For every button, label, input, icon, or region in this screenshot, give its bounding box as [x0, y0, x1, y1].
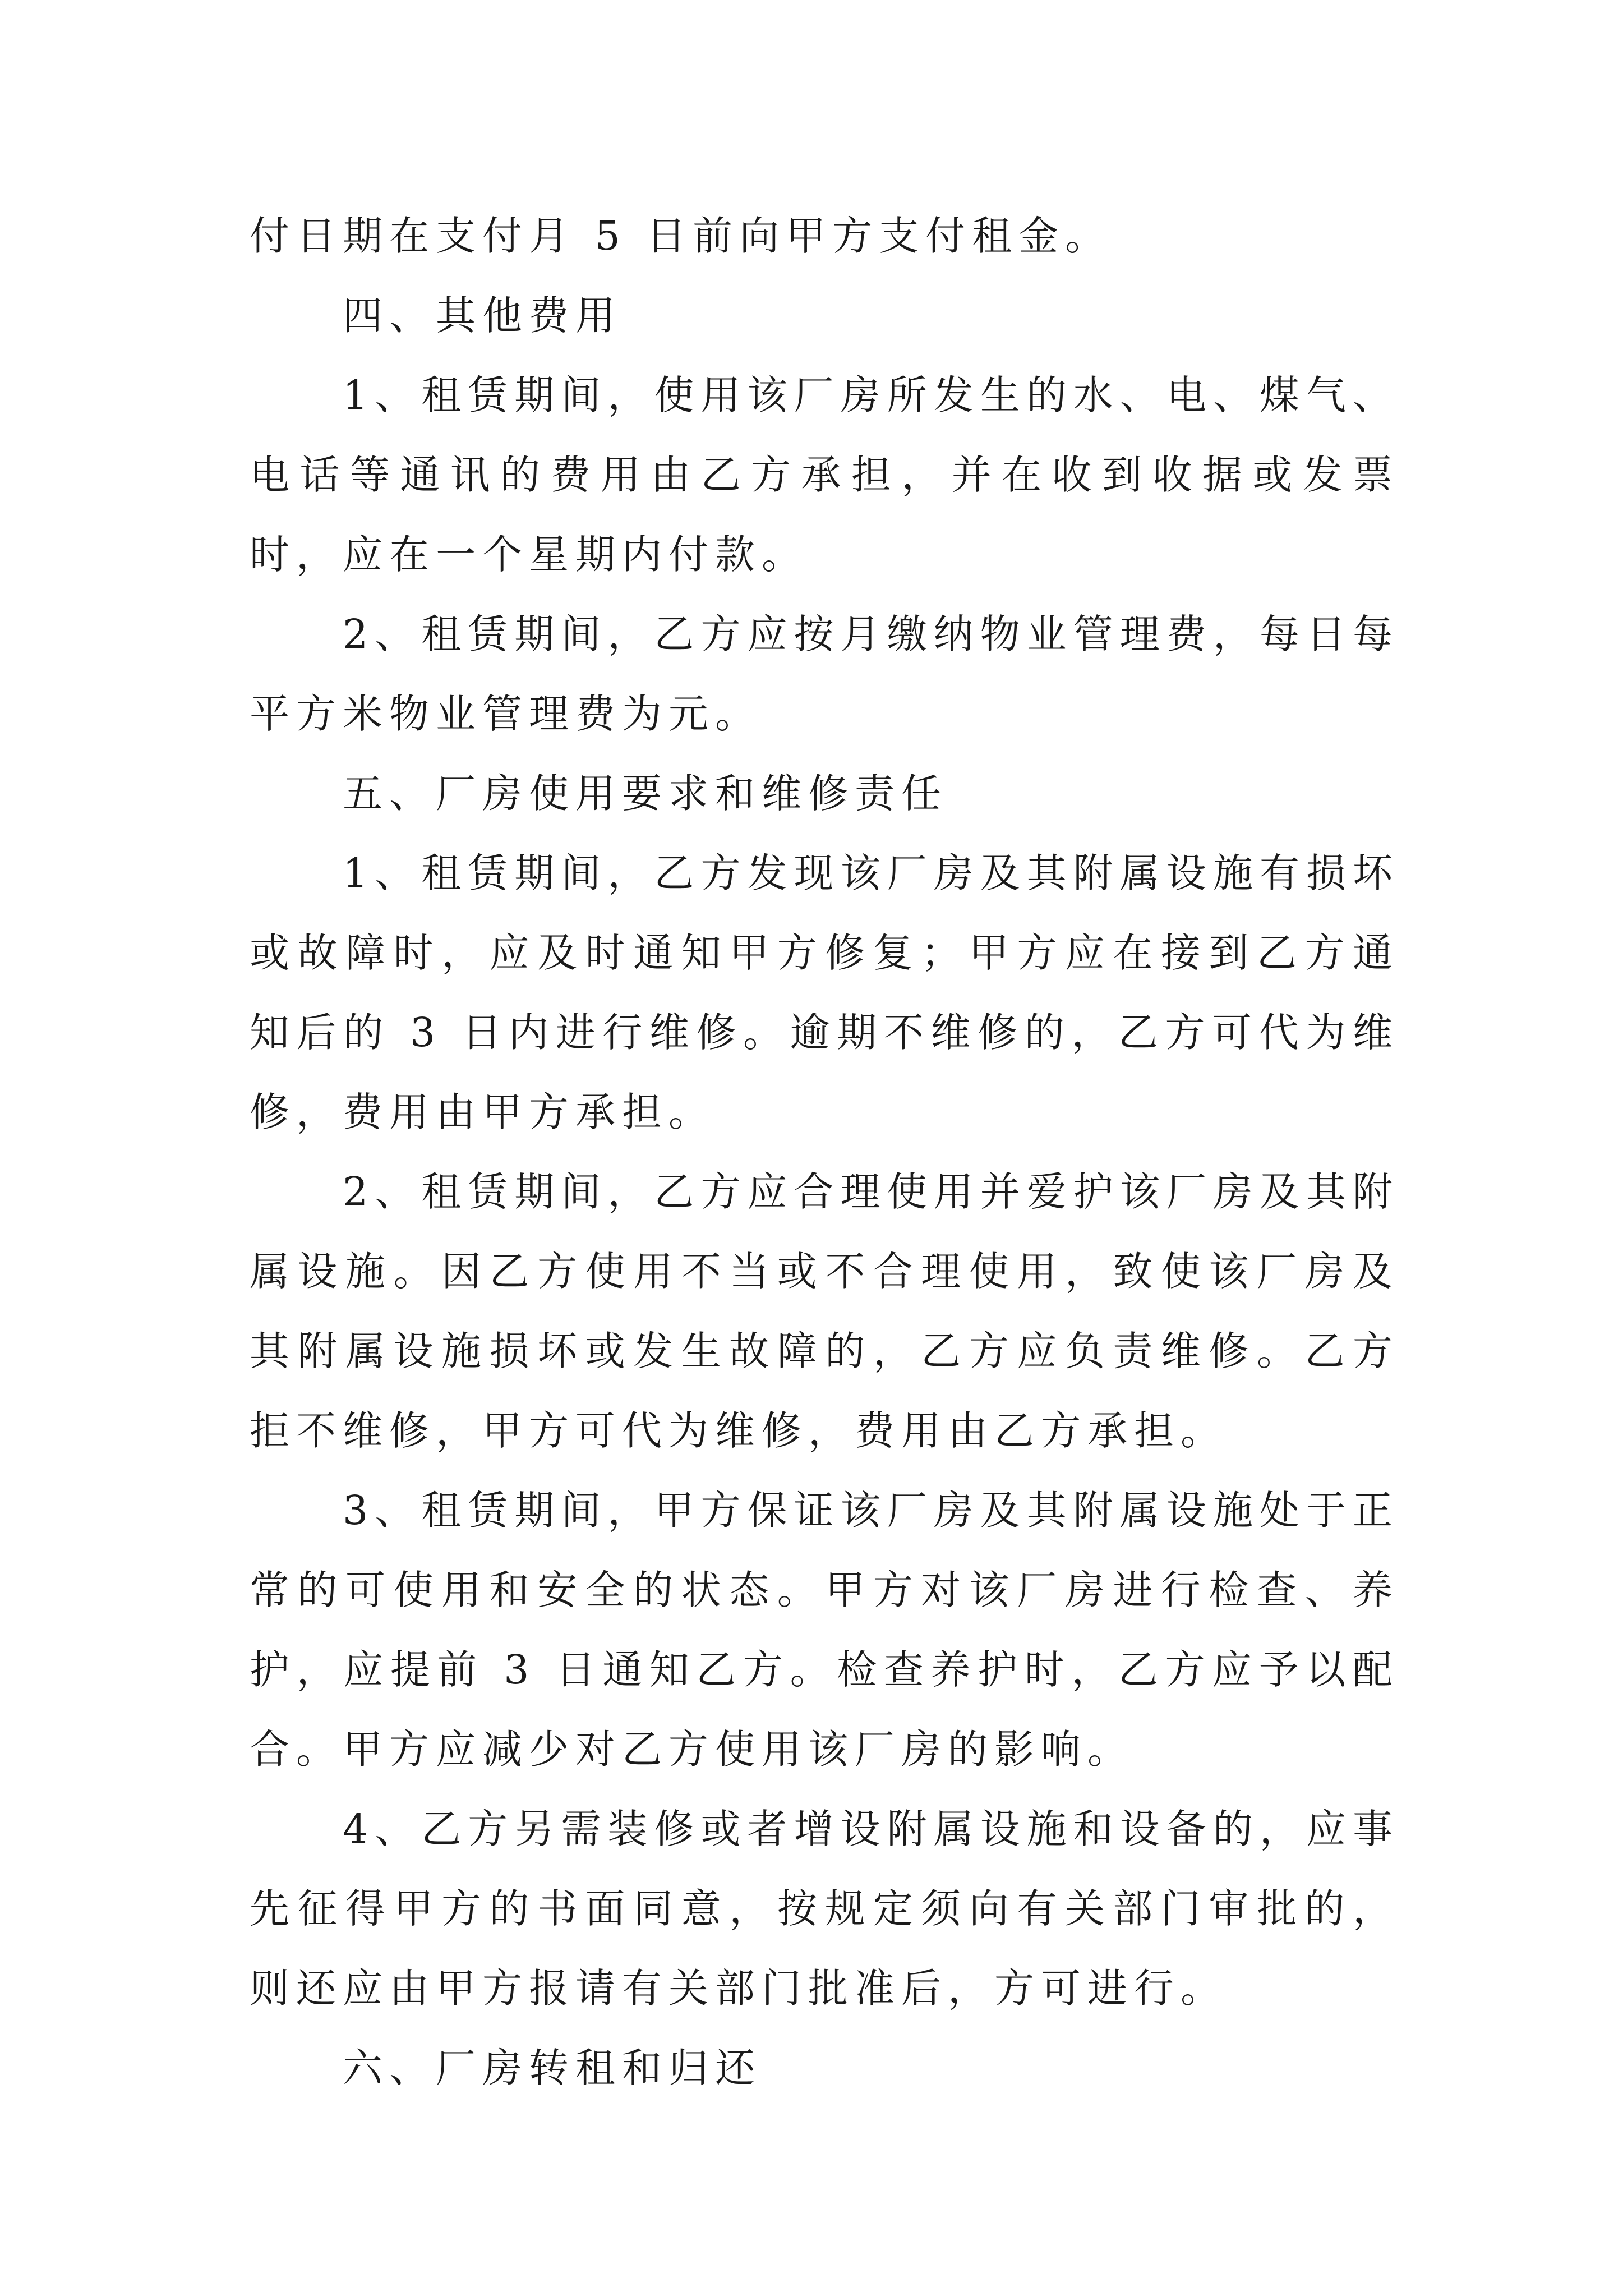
- paragraph-property-management-fee: 2、租赁期间，乙方应按月缴纳物业管理费，每日每平方米物业管理费为元。: [250, 611, 1399, 737]
- section-heading-sublease-and-return: 六、厂房转租和归还: [343, 2045, 762, 2091]
- paragraph-utility-fees: 1、租赁期间，使用该厂房所发生的水、电、煤气、电话等通讯的费用由乙方承担，并在收到收据或发票时，应在一个星期内付款。: [250, 372, 1399, 578]
- paragraph-payment-date: 付日期在支付月 5 日前向甲方支付租金。: [250, 213, 1112, 259]
- paragraph-maintenance-clause-1: 1、租赁期间，乙方发现该厂房及其附属设施有损坏或故障时，应及时通知甲方修复；甲方应在接到乙方通知后的 3 日内进行维修。逾期不维修的，乙方可代为维修，费用由甲方承担。: [250, 850, 1399, 1135]
- paragraph-maintenance-clause-4: 4、乙方另需装修或者增设附属设施和设备的，应事先征得甲方的书面同意，按规定须向有关部门审批的，则还应由甲方报请有关部门批准后，方可进行。: [250, 1806, 1399, 2012]
- section-heading-other-fees: 四、其他费用: [343, 292, 623, 339]
- paragraph-maintenance-clause-2: 2、租赁期间，乙方应合理使用并爱护该厂房及其附属设施。因乙方使用不当或不合理使用，致使该厂房及其附属设施损坏或发生故障的，乙方应负责维修。乙方拒不维修，甲方可代为维修，费用由乙方承担。: [250, 1168, 1399, 1454]
- document-body: [250, 196, 1399, 2108]
- paragraph-maintenance-clause-3: 3、租赁期间，甲方保证该厂房及其附属设施处于正常的可使用和安全的状态。甲方对该厂房进行检查、养护，应提前 3 日通知乙方。检查养护时，乙方应予以配合。甲方应减少对乙方使用该厂房的影响。: [250, 1487, 1399, 1773]
- section-heading-usage-and-maintenance: 五、厂房使用要求和维修责任: [343, 770, 948, 817]
